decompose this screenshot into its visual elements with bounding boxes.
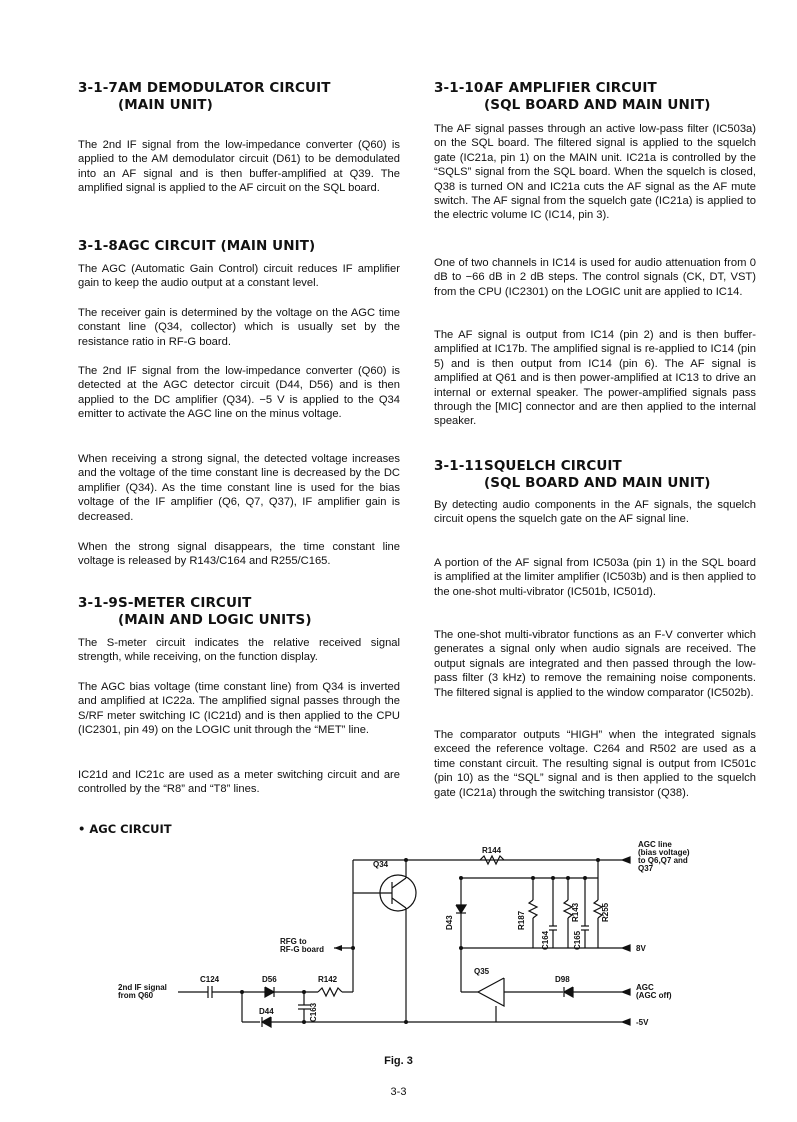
label-d56: D56 — [262, 975, 277, 984]
label-agc-line: to Q6,Q7 and — [638, 856, 688, 865]
label-d98: D98 — [555, 975, 570, 984]
label-c124: C124 — [200, 975, 220, 984]
section-heading-3-1-11: 3-1-11SQUELCH CIRCUIT (SQL BOARD AND MAIN UNIT) — [434, 458, 711, 491]
diagram-heading: • AGC CIRCUIT — [78, 822, 172, 836]
label-r142: R142 — [318, 975, 338, 984]
paragraph: By detecting audio components in the AF signals, the squelch circuit opens the squelch gate on the AF signal line. — [434, 499, 756, 526]
label-8v: 8V — [636, 944, 646, 953]
label-d44: D44 — [259, 1007, 274, 1016]
label-d43: D43 — [445, 915, 454, 930]
figure-caption: Fig. 3 — [384, 1055, 413, 1067]
label-c163: C163 — [309, 1002, 318, 1022]
label-agc-line: AGC line — [638, 840, 672, 849]
label-q34: Q34 — [373, 860, 389, 869]
label-agc-line: (bias voltage) — [638, 848, 690, 857]
paragraph: A portion of the AF signal from IC503a (pin 1) in the SQL board is amplified at the limiter amplifier (IC503b) and is then applied to the one-shot multi-vibrator (IC501b, IC501d). — [434, 557, 756, 598]
section-heading-3-1-10: 3-1-10AF AMPLIFIER CIRCUIT (SQL BOARD AND MAIN UNIT) — [434, 80, 711, 113]
paragraph: When receiving a strong signal, the detected voltage increases and the voltage of the time constant line is decreased by the DC amplifier (Q34). As the time constant line is used for the bias voltage of the IF amplifier (Q6, Q7, Q37), IF amplifier gain is decreased. — [78, 453, 400, 523]
label-minus-5v: -5V — [636, 1018, 649, 1027]
section-heading-3-1-7: 3-1-7AM DEMODULATOR CIRCUIT (MAIN UNIT) — [78, 80, 331, 113]
label-r255: R255 — [601, 902, 610, 922]
paragraph: When the strong signal disappears, the time constant line voltage is released by R143/C164 and R255/C165. — [78, 541, 400, 568]
label-r144: R144 — [482, 846, 502, 855]
label-input: 2nd IF signal — [118, 983, 167, 992]
paragraph: The AGC bias voltage (time constant line) from Q34 is inverted and amplified at IC22a. The amplified signal passes through the S/RF meter switching IC (IC21d) and is then applied to the CPU (IC2301, pin 49) on the LOGIC unit through the “MET” line. — [78, 681, 400, 737]
paragraph: The 2nd IF signal from the low-impedance converter (Q60) is applied to the AM demodulator circuit (D61) to be demodulated into an AF signal and is then buffer-amplified at Q39. The amplified signal is applied to the AF circuit on the SQL board. — [78, 139, 400, 195]
label-r143: R143 — [571, 902, 580, 922]
section-heading-3-1-8: 3-1-8AGC CIRCUIT (MAIN UNIT) — [78, 238, 316, 254]
label-c164: C164 — [541, 930, 550, 950]
paragraph: One of two channels in IC14 is used for audio attenuation from 0 dB to −66 dB in 2 dB steps. The control signals (CK, DT, VST) from the CPU (IC2301) on the LOGIC unit are applied to IC14. — [434, 257, 756, 298]
label-c165: C165 — [573, 930, 582, 950]
paragraph: The 2nd IF signal from the low-impedance converter (Q60) is detected at the AGC detector circuit (D44, D56) and is then applied to the DC amplifier (Q34). −5 V is applied to the Q34 emitter to activate the AGC line on the minus voltage. — [78, 365, 400, 421]
label-agc-line: Q37 — [638, 864, 654, 873]
paragraph: The S-meter circuit indicates the relative received signal strength, while receiving, on the function display. — [78, 637, 400, 664]
paragraph: The AF signal is output from IC14 (pin 2) and is then buffer-amplified at IC17b. The amplified signal is re-applied to IC14 (pin 5) and is then output from IC14 (pin 6). The AF signal is amplified at Q61 and is then power-amplified at IC13 to drive an internal or external speaker. The power-amplified signals pass through the [MIC] connector and are then applied to the internal speaker. — [434, 329, 756, 428]
label-r187: R187 — [517, 910, 526, 930]
agc-circuit-schematic — [0, 830, 797, 1050]
page-number: 3-3 — [390, 1086, 407, 1098]
label-agc: (AGC off) — [636, 991, 672, 1000]
paragraph: The comparator outputs “HIGH” when the integrated signals exceed the reference voltage. C264 and R502 are used as a time constant circuit. The resulting signal is output from IC501c (pin 10) as the “SQL” signal and is then applied to the squelch gate (IC21a) through the switching transistor (Q38). — [434, 729, 756, 799]
paragraph: The AGC (Automatic Gain Control) circuit reduces IF amplifier gain to keep the audio output at a constant level. — [78, 263, 400, 290]
label-input: from Q60 — [118, 991, 154, 1000]
paragraph: The one-shot multi-vibrator functions as an F-V converter which generates a signal only when audio signals are received. The output signals are integrated and then passed through the low-pass filter (3 kHz) to remove the remaining noise components. The filtered signal is applied to the window comparator (IC502b). — [434, 629, 756, 699]
section-heading-3-1-9: 3-1-9S-METER CIRCUIT (MAIN AND LOGIC UNITS) — [78, 595, 312, 628]
label-q35: Q35 — [474, 967, 490, 976]
paragraph: IC21d and IC21c are used as a meter switching circuit and are controlled by the “R8” and “T8” lines. — [78, 769, 400, 796]
paragraph: The AF signal passes through an active low-pass filter (IC503a) on the SQL board. The filtered signal is applied to the squelch gate (IC21a, pin 1) on the MAIN unit. IC21a is controlled by the “SQLS” signal from the SQL board. When the squelch is closed, Q38 is turned ON and IC21a cuts the AF signal as the AF mute switch. The AF signal from the squelch gate (IC21a) is applied to the electric volume IC (IC14, pin 3). — [434, 123, 756, 222]
label-rfg: RFG to — [280, 937, 307, 946]
label-agc: AGC — [636, 983, 654, 992]
label-rfg: RF-G board — [280, 945, 324, 954]
paragraph: The receiver gain is determined by the voltage on the AGC time constant line (Q34, collector) which is usually set by the resistance ratio in RF-G board. — [78, 307, 400, 348]
